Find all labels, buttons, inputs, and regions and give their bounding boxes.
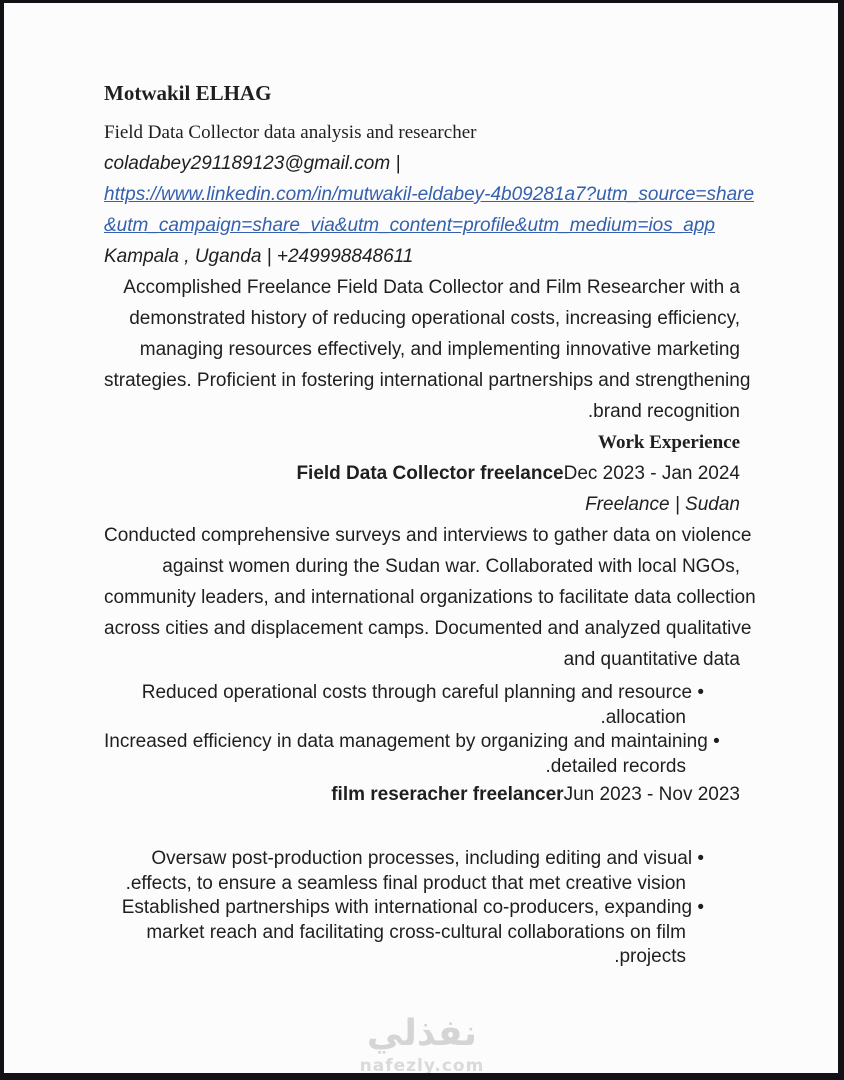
bullet-line: Reduced operational costs through careful planning and resource • xyxy=(141,682,704,703)
summary-paragraph xyxy=(104,272,751,427)
job-1-dates: Dec 2023 - Jan 2024 xyxy=(563,463,740,484)
resume-content xyxy=(104,80,756,970)
job-2-bullets xyxy=(104,847,740,970)
summary-line: .brand recognition xyxy=(587,401,740,422)
description-line: across cities and displacement camps. Documented and analyzed qualitative xyxy=(104,618,752,639)
person-job-title: Field Data Collector data analysis and researcher xyxy=(104,122,477,143)
job-2-title: film reseracher freelancer xyxy=(331,784,564,805)
bullet-line: market reach and facilitating cross-cultural collaborations on film xyxy=(146,921,686,943)
bullet-line: Oversaw post-production processes, including editing and visual • xyxy=(151,848,704,869)
bullet-line: .detailed records xyxy=(545,755,686,777)
bullet-line: Established partnerships with international co-producers, expanding • xyxy=(121,897,704,918)
job-2-dates: Jun 2023 - Nov 2023 xyxy=(563,784,740,805)
summary-line: Accomplished Freelance Field Data Collector and Film Researcher with a xyxy=(123,277,740,298)
linkedin-link-line-1[interactable]: https://www.linkedin.com/in/mutwakil-eldabey-4b09281a7?utm_source=share xyxy=(104,184,755,205)
description-line: and quantitative data xyxy=(563,649,740,670)
description-line: community leaders, and international organizations to facilitate data collection xyxy=(104,587,756,608)
person-name: Motwakil ELHAG xyxy=(104,81,272,105)
bullet-line: .allocation xyxy=(600,706,686,728)
job-1-bullets xyxy=(104,681,740,779)
blank-line xyxy=(104,810,740,841)
bullet-line: .projects xyxy=(614,946,686,967)
job-1-description xyxy=(104,520,756,675)
email-text: coladabey291189123@gmail.com | xyxy=(104,153,401,174)
nafezly-watermark-arabic: نفذلي xyxy=(366,1013,478,1054)
summary-line: strategies. Proficient in fostering international partnerships and strengthening xyxy=(104,370,751,391)
location-phone-text: Kampala , Uganda | +249998848611 xyxy=(104,246,414,267)
job-1-meta: Freelance | Sudan xyxy=(585,494,740,515)
job-1-header xyxy=(104,458,740,489)
job-1-title: Field Data Collector freelance xyxy=(296,463,564,484)
description-line: Conducted comprehensive surveys and interviews to gather data on violence xyxy=(104,525,752,546)
summary-line: demonstrated history of reducing operational costs, increasing efficiency, xyxy=(129,308,740,329)
bullet-line: Increased efficiency in data management by organizing and maintaining • xyxy=(104,731,720,752)
work-experience-heading: Work Experience xyxy=(598,432,740,453)
nafezly-watermark-domain: nafezly.com xyxy=(359,1056,485,1076)
linkedin-link-line-2[interactable]: &utm_campaign=share_via&utm_content=profile&utm_medium=ios_app xyxy=(104,215,715,236)
bullet-line: .effects, to ensure a seamless final product that met creative vision xyxy=(125,872,686,894)
description-line: against women during the Sudan war. Collaborated with local NGOs, xyxy=(162,556,740,577)
summary-line: managing resources effectively, and implementing innovative marketing xyxy=(139,339,740,360)
job-2-header xyxy=(104,779,740,810)
